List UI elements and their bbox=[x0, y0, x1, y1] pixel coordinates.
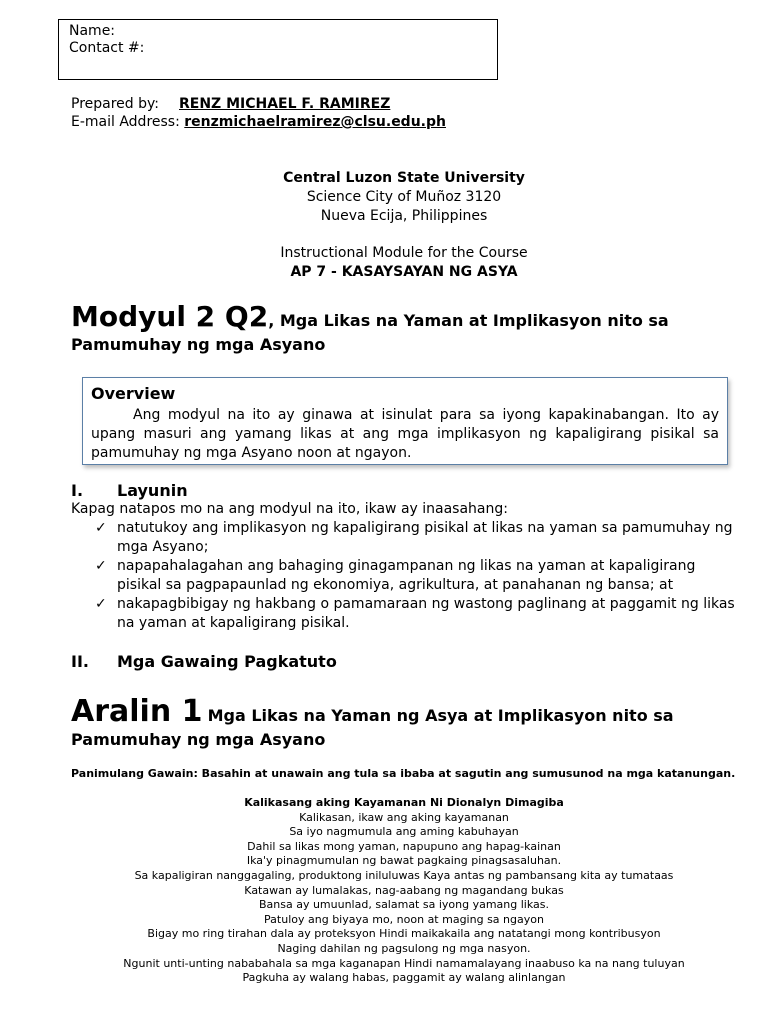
prepared-by-label: Prepared by: bbox=[71, 96, 159, 112]
check-icon: ✓ bbox=[95, 520, 107, 536]
email-label: E-mail Address: bbox=[71, 114, 180, 130]
poem-line: Kalikasan, ikaw ang aking kayamanan bbox=[299, 810, 509, 824]
module-title-big: Modyul 2 Q2 bbox=[71, 300, 269, 333]
poem-line: Sa iyo nagmumula ang aming kabuhayan bbox=[289, 825, 519, 839]
section-1-title: Layunin bbox=[117, 481, 188, 500]
poem-block bbox=[0, 796, 768, 986]
objective-item: ✓ nakapagbibigay ng hakbang o pamamaraan ng wastong paglinang at paggamit ng likas na yaman at kapaligirang pisikal. bbox=[95, 596, 735, 631]
section-2-heading bbox=[71, 652, 337, 672]
poem-line: Pagkuha ay walang habas, paggamit ay walang alinlangan bbox=[242, 971, 566, 985]
section-1-number: I. bbox=[71, 481, 84, 500]
lesson-title-line2: Pamumuhay ng mga Asyano bbox=[71, 730, 326, 749]
name-contact-box bbox=[58, 19, 498, 80]
university-name: Central Luzon State University bbox=[283, 170, 525, 186]
lesson-instruction: Panimulang Gawain: Basahin at unawain ang tula sa ibaba at sagutin ang sumusunod na mga katanungan. bbox=[71, 767, 736, 780]
lesson-title-big: Aralin 1 bbox=[71, 694, 203, 729]
poem-line: Katawan ay lumalakas, nag-aabang ng magandang bukas bbox=[244, 883, 564, 897]
course-name: AP 7 - KASAYSAYAN NG ASYA bbox=[290, 264, 518, 280]
email-link[interactable]: renzmichaelramirez@clsu.edu.ph bbox=[184, 114, 446, 130]
poem-title: Kalikasang aking Kayamanan Ni Dionalyn Dimagiba bbox=[244, 796, 564, 809]
poem-line: Bansa ay umuunlad, salamat sa iyong yamang likas. bbox=[258, 898, 549, 912]
contact-label: Contact #: bbox=[69, 40, 145, 56]
overview-box bbox=[82, 377, 728, 465]
module-title-rest: , Mga Likas na Yaman at Implikasyon nito sa bbox=[268, 311, 669, 330]
overview-text: Ang modyul na ito ay ginawa at isinulat para sa iyong kapakinabangan. Ito ay upang masuri ang yamang likas at ang mga implikasyon ng kapaligirang pisikal sa pamumuhay ng mga Asyano noon at ngayon. bbox=[91, 407, 719, 461]
section-2-title: Mga Gawaing Pagkatuto bbox=[117, 652, 337, 671]
institution-block bbox=[0, 169, 768, 282]
name-label: Name: bbox=[69, 23, 116, 39]
module-title bbox=[71, 300, 731, 356]
overview-heading: Overview bbox=[91, 384, 176, 403]
module-title-line2: Pamumuhay ng mga Asyano bbox=[71, 335, 326, 354]
address-line-2: Nueva Ecija, Philippines bbox=[320, 208, 488, 224]
objectives-list bbox=[93, 519, 738, 633]
poem-line: Patuloy ang biyaya mo, noon at maging sa ngayon bbox=[264, 912, 544, 926]
address-line-1: Science City of Muñoz 3120 bbox=[306, 189, 502, 205]
section-1-intro: Kapag natapos mo na ang modyul na ito, ikaw ay inaasahang: bbox=[71, 501, 508, 517]
check-icon: ✓ bbox=[95, 596, 107, 612]
poem-line: Ngunit unti-unting nababahala sa mga kaganapan Hindi namamalayang inaabuso ka na nang tuluyan bbox=[123, 956, 685, 970]
check-icon: ✓ bbox=[95, 558, 107, 574]
lesson-title-rest: Mga Likas na Yaman ng Asya at Implikasyon nito sa bbox=[207, 706, 674, 725]
section-1-heading bbox=[71, 481, 188, 501]
poem-line: Naging dahilan ng pagsulong ng mga nasyon. bbox=[277, 941, 531, 955]
section-2-number: II. bbox=[71, 652, 89, 671]
poem-line: Bigay mo ring tirahan dala ay proteksyon Hindi maikakaila ang natatangi mong kontribusyon bbox=[147, 927, 661, 941]
poem-line: Dahil sa likas mong yaman, napupuno ang hapag-kainan bbox=[247, 839, 561, 853]
poem-line: Sa kapaligiran nanggagaling, produktong iniluluwas Kaya antas ng pambansang kita ay tumataas bbox=[134, 868, 674, 882]
poem-line: Ika'y pinagmumulan ng bawat pagkaing pinagsasaluhan. bbox=[246, 854, 562, 868]
preparer-block bbox=[71, 95, 446, 131]
objective-item: ✓ napapahalagahan ang bahaging ginagampanan ng likas na yaman at kapaligirang pisikal sa pagpapaunlad ng ekonomiya, agrikultura, at panahanan ng bansa; at bbox=[95, 558, 696, 593]
course-intro: Instructional Module for the Course bbox=[280, 245, 528, 261]
lesson-title bbox=[71, 695, 731, 751]
objective-item: ✓ natutukoy ang implikasyon ng kapaligirang pisikal at likas na yaman sa pamumuhay ng mga Asyano; bbox=[95, 520, 733, 555]
prepared-by-value: RENZ MICHAEL F. RAMIREZ bbox=[179, 96, 391, 112]
